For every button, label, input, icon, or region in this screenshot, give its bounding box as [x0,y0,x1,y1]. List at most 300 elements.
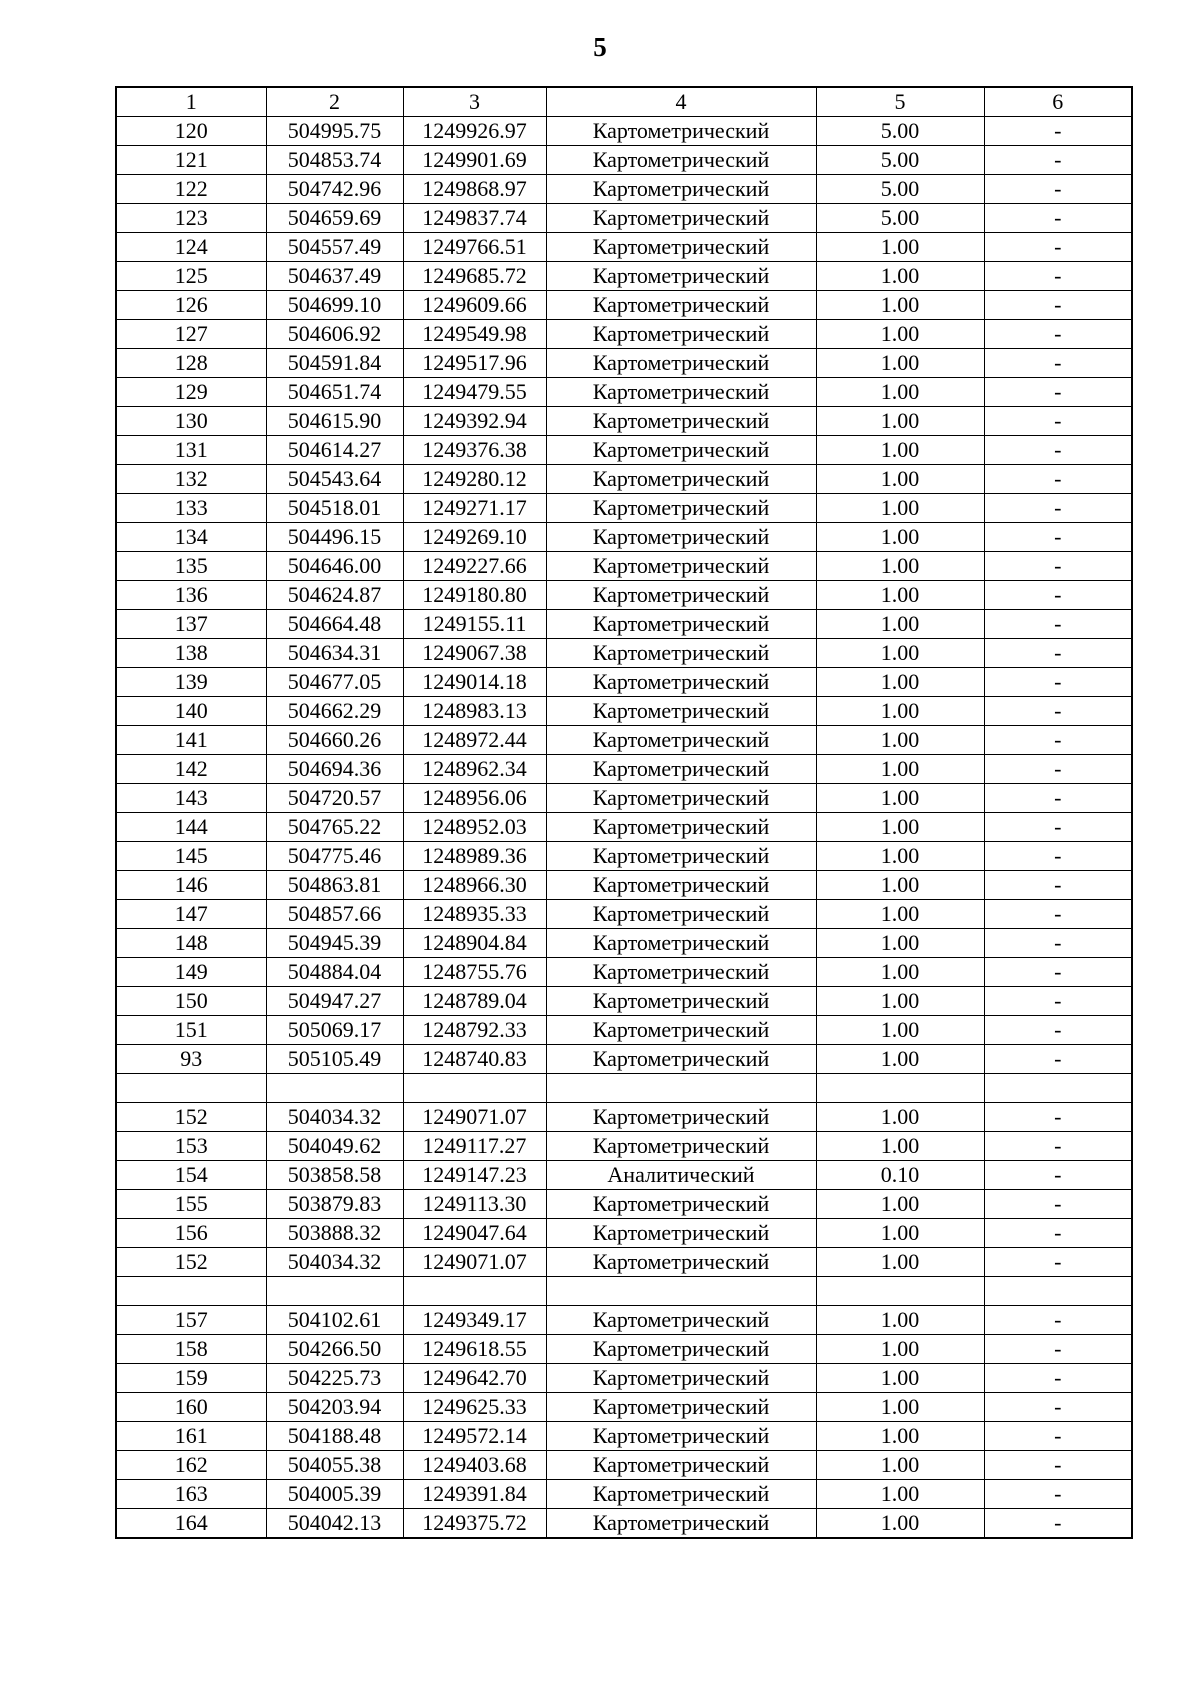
table-row [116,1480,1132,1509]
table-row [116,494,1132,523]
cell-accuracy: 1.00 [816,1219,984,1248]
cell-accuracy: 1.00 [816,1190,984,1219]
table-row [116,871,1132,900]
cell-y-coordinate: 1249067.38 [403,639,546,668]
cell-note: - [984,1161,1132,1190]
cell-accuracy: 1.00 [816,1016,984,1045]
cell-accuracy: 1.00 [816,378,984,407]
cell-y-coordinate: 1248789.04 [403,987,546,1016]
cell-method: Картометрический [546,1364,816,1393]
cell-x-coordinate: 504662.29 [266,697,403,726]
cell-y-coordinate: 1248792.33 [403,1016,546,1045]
cell-point-number: 164 [116,1509,266,1539]
cell-method: Картометрический [546,523,816,552]
table-row [116,668,1132,697]
cell-point-number: 132 [116,465,266,494]
cell-x-coordinate: 504188.48 [266,1422,403,1451]
page-number: 5 [593,32,607,62]
cell-point-number: 157 [116,1306,266,1335]
header-cell-4: 4 [546,87,816,117]
cell-note: - [984,320,1132,349]
cell-note: - [984,726,1132,755]
cell-accuracy: 1.00 [816,1480,984,1509]
table-row [116,581,1132,610]
cell-y-coordinate: 1249392.94 [403,407,546,436]
cell-accuracy: 5.00 [816,175,984,204]
cell-note: - [984,349,1132,378]
cell-accuracy: 1.00 [816,1248,984,1277]
cell-point-number: 130 [116,407,266,436]
coordinates-table [115,86,1133,1539]
cell-y-coordinate: 1248989.36 [403,842,546,871]
cell-note: - [984,552,1132,581]
cell-accuracy: 1.00 [816,784,984,813]
cell-y-coordinate: 1249271.17 [403,494,546,523]
cell-note: - [984,378,1132,407]
cell-point-number: 150 [116,987,266,1016]
cell-accuracy: 1.00 [816,1132,984,1161]
cell-y-coordinate: 1249280.12 [403,465,546,494]
cell-note [984,1074,1132,1103]
table-row [116,465,1132,494]
cell-accuracy: 1.00 [816,900,984,929]
cell-x-coordinate: 503888.32 [266,1219,403,1248]
cell-method: Картометрический [546,291,816,320]
cell-y-coordinate: 1249376.38 [403,436,546,465]
cell-y-coordinate: 1249269.10 [403,523,546,552]
cell-y-coordinate: 1249685.72 [403,262,546,291]
cell-accuracy: 0.10 [816,1161,984,1190]
header-cell-6: 6 [984,87,1132,117]
cell-point-number: 147 [116,900,266,929]
cell-y-coordinate: 1249517.96 [403,349,546,378]
cell-accuracy: 1.00 [816,1335,984,1364]
cell-method: Картометрический [546,697,816,726]
cell-note: - [984,1393,1132,1422]
table-row [116,610,1132,639]
cell-accuracy: 1.00 [816,755,984,784]
cell-y-coordinate: 1249837.74 [403,204,546,233]
cell-accuracy: 1.00 [816,1364,984,1393]
cell-y-coordinate: 1249349.17 [403,1306,546,1335]
table-row [116,929,1132,958]
table-header [116,87,1132,117]
cell-x-coordinate: 504557.49 [266,233,403,262]
table-row [116,1219,1132,1248]
cell-point-number: 152 [116,1103,266,1132]
cell-method: Картометрический [546,146,816,175]
table-row [116,204,1132,233]
cell-x-coordinate: 504995.75 [266,117,403,146]
cell-note: - [984,1103,1132,1132]
cell-accuracy: 1.00 [816,1393,984,1422]
table-row [116,987,1132,1016]
cell-x-coordinate [266,1277,403,1306]
cell-method: Картометрический [546,958,816,987]
cell-note: - [984,1190,1132,1219]
header-cell-2: 2 [266,87,403,117]
cell-method: Картометрический [546,436,816,465]
cell-note: - [984,697,1132,726]
cell-y-coordinate: 1248904.84 [403,929,546,958]
cell-method: Картометрический [546,1190,816,1219]
cell-point-number: 122 [116,175,266,204]
cell-point-number: 146 [116,871,266,900]
cell-y-coordinate: 1248966.30 [403,871,546,900]
cell-accuracy: 1.00 [816,1451,984,1480]
cell-x-coordinate: 504543.64 [266,465,403,494]
cell-method: Картометрический [546,668,816,697]
cell-point-number: 125 [116,262,266,291]
cell-x-coordinate: 504042.13 [266,1509,403,1539]
cell-y-coordinate: 1249901.69 [403,146,546,175]
table-row [116,1248,1132,1277]
table-row [116,784,1132,813]
cell-point-number: 142 [116,755,266,784]
cell-point-number: 127 [116,320,266,349]
cell-method: Картометрический [546,262,816,291]
cell-point-number: 136 [116,581,266,610]
cell-method: Картометрический [546,1219,816,1248]
cell-method [546,1277,816,1306]
cell-y-coordinate: 1249180.80 [403,581,546,610]
cell-point-number: 152 [116,1248,266,1277]
cell-y-coordinate: 1248983.13 [403,697,546,726]
cell-point-number: 162 [116,1451,266,1480]
cell-accuracy: 1.00 [816,552,984,581]
cell-x-coordinate: 504203.94 [266,1393,403,1422]
cell-point-number: 123 [116,204,266,233]
cell-method: Картометрический [546,1016,816,1045]
cell-note: - [984,987,1132,1016]
cell-y-coordinate: 1249147.23 [403,1161,546,1190]
table-row [116,1364,1132,1393]
table-row [116,262,1132,291]
cell-point-number: 139 [116,668,266,697]
cell-x-coordinate: 505105.49 [266,1045,403,1074]
table-row [116,1451,1132,1480]
cell-y-coordinate: 1249391.84 [403,1480,546,1509]
cell-point-number: 126 [116,291,266,320]
cell-point-number: 131 [116,436,266,465]
cell-x-coordinate: 504005.39 [266,1480,403,1509]
cell-note: - [984,929,1132,958]
cell-note: - [984,1335,1132,1364]
cell-y-coordinate: 1249014.18 [403,668,546,697]
table-row [116,1132,1132,1161]
cell-accuracy: 1.00 [816,871,984,900]
cell-note: - [984,639,1132,668]
table-row [116,958,1132,987]
cell-method: Картометрический [546,929,816,958]
table-row [116,900,1132,929]
table-row [116,1509,1132,1539]
cell-x-coordinate: 504857.66 [266,900,403,929]
table-row [116,233,1132,262]
cell-point-number: 138 [116,639,266,668]
cell-y-coordinate: 1249117.27 [403,1132,546,1161]
cell-accuracy: 1.00 [816,958,984,987]
table-row [116,1016,1132,1045]
cell-accuracy [816,1074,984,1103]
cell-method: Картометрический [546,1306,816,1335]
table-row [116,1074,1132,1103]
table-row [116,291,1132,320]
cell-note: - [984,262,1132,291]
cell-method: Картометрический [546,987,816,1016]
cell-method: Картометрический [546,784,816,813]
cell-y-coordinate: 1248972.44 [403,726,546,755]
cell-accuracy: 1.00 [816,523,984,552]
cell-method: Картометрический [546,233,816,262]
cell-note: - [984,1306,1132,1335]
cell-note: - [984,581,1132,610]
cell-method [546,1074,816,1103]
cell-accuracy: 1.00 [816,262,984,291]
table-row [116,378,1132,407]
table-row [116,407,1132,436]
cell-method: Картометрический [546,813,816,842]
cell-note: - [984,436,1132,465]
cell-x-coordinate: 504624.87 [266,581,403,610]
cell-note: - [984,465,1132,494]
cell-note: - [984,291,1132,320]
cell-x-coordinate: 504853.74 [266,146,403,175]
cell-y-coordinate: 1248956.06 [403,784,546,813]
cell-method: Картометрический [546,1509,816,1539]
cell-method: Картометрический [546,349,816,378]
cell-note: - [984,1451,1132,1480]
cell-y-coordinate: 1249549.98 [403,320,546,349]
cell-point-number: 124 [116,233,266,262]
cell-method: Картометрический [546,175,816,204]
cell-accuracy: 1.00 [816,581,984,610]
cell-method: Картометрический [546,1422,816,1451]
cell-y-coordinate: 1249642.70 [403,1364,546,1393]
table-row [116,349,1132,378]
cell-x-coordinate: 504699.10 [266,291,403,320]
cell-x-coordinate: 503879.83 [266,1190,403,1219]
cell-point-number: 135 [116,552,266,581]
cell-x-coordinate: 504651.74 [266,378,403,407]
cell-x-coordinate: 504884.04 [266,958,403,987]
table-row [116,117,1132,146]
cell-point-number: 158 [116,1335,266,1364]
table-row [116,175,1132,204]
cell-note: - [984,610,1132,639]
cell-point-number: 145 [116,842,266,871]
cell-x-coordinate: 504634.31 [266,639,403,668]
cell-point-number: 156 [116,1219,266,1248]
cell-accuracy: 1.00 [816,610,984,639]
cell-accuracy: 1.00 [816,668,984,697]
cell-note: - [984,1132,1132,1161]
cell-method: Картометрический [546,407,816,436]
cell-note: - [984,407,1132,436]
cell-y-coordinate: 1248962.34 [403,755,546,784]
header-cell-1: 1 [116,87,266,117]
cell-y-coordinate: 1249625.33 [403,1393,546,1422]
table-row [116,639,1132,668]
cell-note: - [984,900,1132,929]
cell-y-coordinate: 1249071.07 [403,1103,546,1132]
table-row [116,552,1132,581]
cell-point-number: 120 [116,117,266,146]
table-row [116,697,1132,726]
cell-point-number: 121 [116,146,266,175]
cell-note: - [984,842,1132,871]
cell-method: Картометрический [546,204,816,233]
cell-x-coordinate [266,1074,403,1103]
cell-method: Картометрический [546,552,816,581]
cell-x-coordinate: 504615.90 [266,407,403,436]
cell-method: Картометрический [546,900,816,929]
cell-x-coordinate: 504049.62 [266,1132,403,1161]
cell-accuracy: 1.00 [816,407,984,436]
cell-point-number: 134 [116,523,266,552]
header-cell-5: 5 [816,87,984,117]
cell-accuracy: 1.00 [816,1045,984,1074]
cell-y-coordinate: 1249618.55 [403,1335,546,1364]
cell-note: - [984,233,1132,262]
cell-point-number: 137 [116,610,266,639]
cell-x-coordinate: 504863.81 [266,871,403,900]
cell-x-coordinate: 504720.57 [266,784,403,813]
cell-x-coordinate: 504496.15 [266,523,403,552]
cell-accuracy: 1.00 [816,1103,984,1132]
cell-point-number: 93 [116,1045,266,1074]
cell-method: Аналитический [546,1161,816,1190]
cell-accuracy: 1.00 [816,436,984,465]
table-row [116,1277,1132,1306]
cell-point-number: 144 [116,813,266,842]
cell-method: Картометрический [546,378,816,407]
cell-x-coordinate: 504945.39 [266,929,403,958]
cell-x-coordinate: 504591.84 [266,349,403,378]
cell-method: Картометрический [546,755,816,784]
cell-note: - [984,871,1132,900]
cell-x-coordinate: 504659.69 [266,204,403,233]
cell-method: Картометрический [546,726,816,755]
cell-method: Картометрический [546,1248,816,1277]
cell-point-number: 155 [116,1190,266,1219]
cell-y-coordinate: 1248740.83 [403,1045,546,1074]
cell-note: - [984,1045,1132,1074]
cell-note: - [984,1509,1132,1539]
cell-x-coordinate: 504034.32 [266,1103,403,1132]
cell-note: - [984,1016,1132,1045]
cell-note: - [984,494,1132,523]
cell-note: - [984,755,1132,784]
cell-method: Картометрический [546,465,816,494]
cell-x-coordinate: 504694.36 [266,755,403,784]
cell-x-coordinate: 504606.92 [266,320,403,349]
cell-x-coordinate: 504102.61 [266,1306,403,1335]
cell-y-coordinate [403,1277,546,1306]
table-row [116,320,1132,349]
cell-accuracy: 1.00 [816,726,984,755]
cell-x-coordinate: 504664.48 [266,610,403,639]
cell-accuracy: 5.00 [816,204,984,233]
cell-method: Картометрический [546,1103,816,1132]
table-row [116,813,1132,842]
cell-x-coordinate: 503858.58 [266,1161,403,1190]
cell-point-number: 160 [116,1393,266,1422]
cell-y-coordinate: 1249868.97 [403,175,546,204]
table-row [116,1190,1132,1219]
cell-x-coordinate: 504742.96 [266,175,403,204]
cell-accuracy: 1.00 [816,291,984,320]
table-row [116,436,1132,465]
cell-accuracy: 1.00 [816,320,984,349]
cell-x-coordinate: 504034.32 [266,1248,403,1277]
table-row [116,1045,1132,1074]
cell-point-number: 163 [116,1480,266,1509]
cell-y-coordinate: 1249403.68 [403,1451,546,1480]
cell-y-coordinate: 1248755.76 [403,958,546,987]
cell-note: - [984,175,1132,204]
cell-accuracy: 1.00 [816,813,984,842]
cell-point-number: 129 [116,378,266,407]
cell-y-coordinate: 1249375.72 [403,1509,546,1539]
cell-x-coordinate: 504518.01 [266,494,403,523]
cell-accuracy: 1.00 [816,349,984,378]
cell-accuracy: 5.00 [816,146,984,175]
cell-accuracy: 1.00 [816,1422,984,1451]
cell-method: Картометрический [546,1480,816,1509]
cell-method: Картометрический [546,581,816,610]
cell-y-coordinate: 1249155.11 [403,610,546,639]
cell-method: Картометрический [546,320,816,349]
cell-method: Картометрический [546,842,816,871]
cell-note: - [984,146,1132,175]
cell-accuracy: 1.00 [816,929,984,958]
table-body [116,117,1132,1539]
cell-y-coordinate: 1249227.66 [403,552,546,581]
cell-y-coordinate: 1248952.03 [403,813,546,842]
cell-x-coordinate: 504637.49 [266,262,403,291]
cell-note [984,1277,1132,1306]
cell-method: Картометрический [546,1393,816,1422]
cell-y-coordinate: 1249926.97 [403,117,546,146]
header-row [116,87,1132,117]
cell-y-coordinate: 1249479.55 [403,378,546,407]
cell-point-number: 140 [116,697,266,726]
cell-point-number [116,1074,266,1103]
cell-point-number: 143 [116,784,266,813]
table-row [116,1306,1132,1335]
cell-x-coordinate: 504660.26 [266,726,403,755]
cell-note: - [984,668,1132,697]
cell-point-number [116,1277,266,1306]
header-cell-3: 3 [403,87,546,117]
cell-y-coordinate: 1249113.30 [403,1190,546,1219]
table-row [116,1103,1132,1132]
cell-note: - [984,784,1132,813]
cell-accuracy: 5.00 [816,117,984,146]
cell-x-coordinate: 504775.46 [266,842,403,871]
cell-note: - [984,1248,1132,1277]
cell-point-number: 161 [116,1422,266,1451]
cell-y-coordinate: 1249047.64 [403,1219,546,1248]
cell-x-coordinate: 505069.17 [266,1016,403,1045]
cell-y-coordinate [403,1074,546,1103]
cell-x-coordinate: 504266.50 [266,1335,403,1364]
table-row [116,842,1132,871]
table-row [116,146,1132,175]
cell-method: Картометрический [546,639,816,668]
cell-note: - [984,1422,1132,1451]
